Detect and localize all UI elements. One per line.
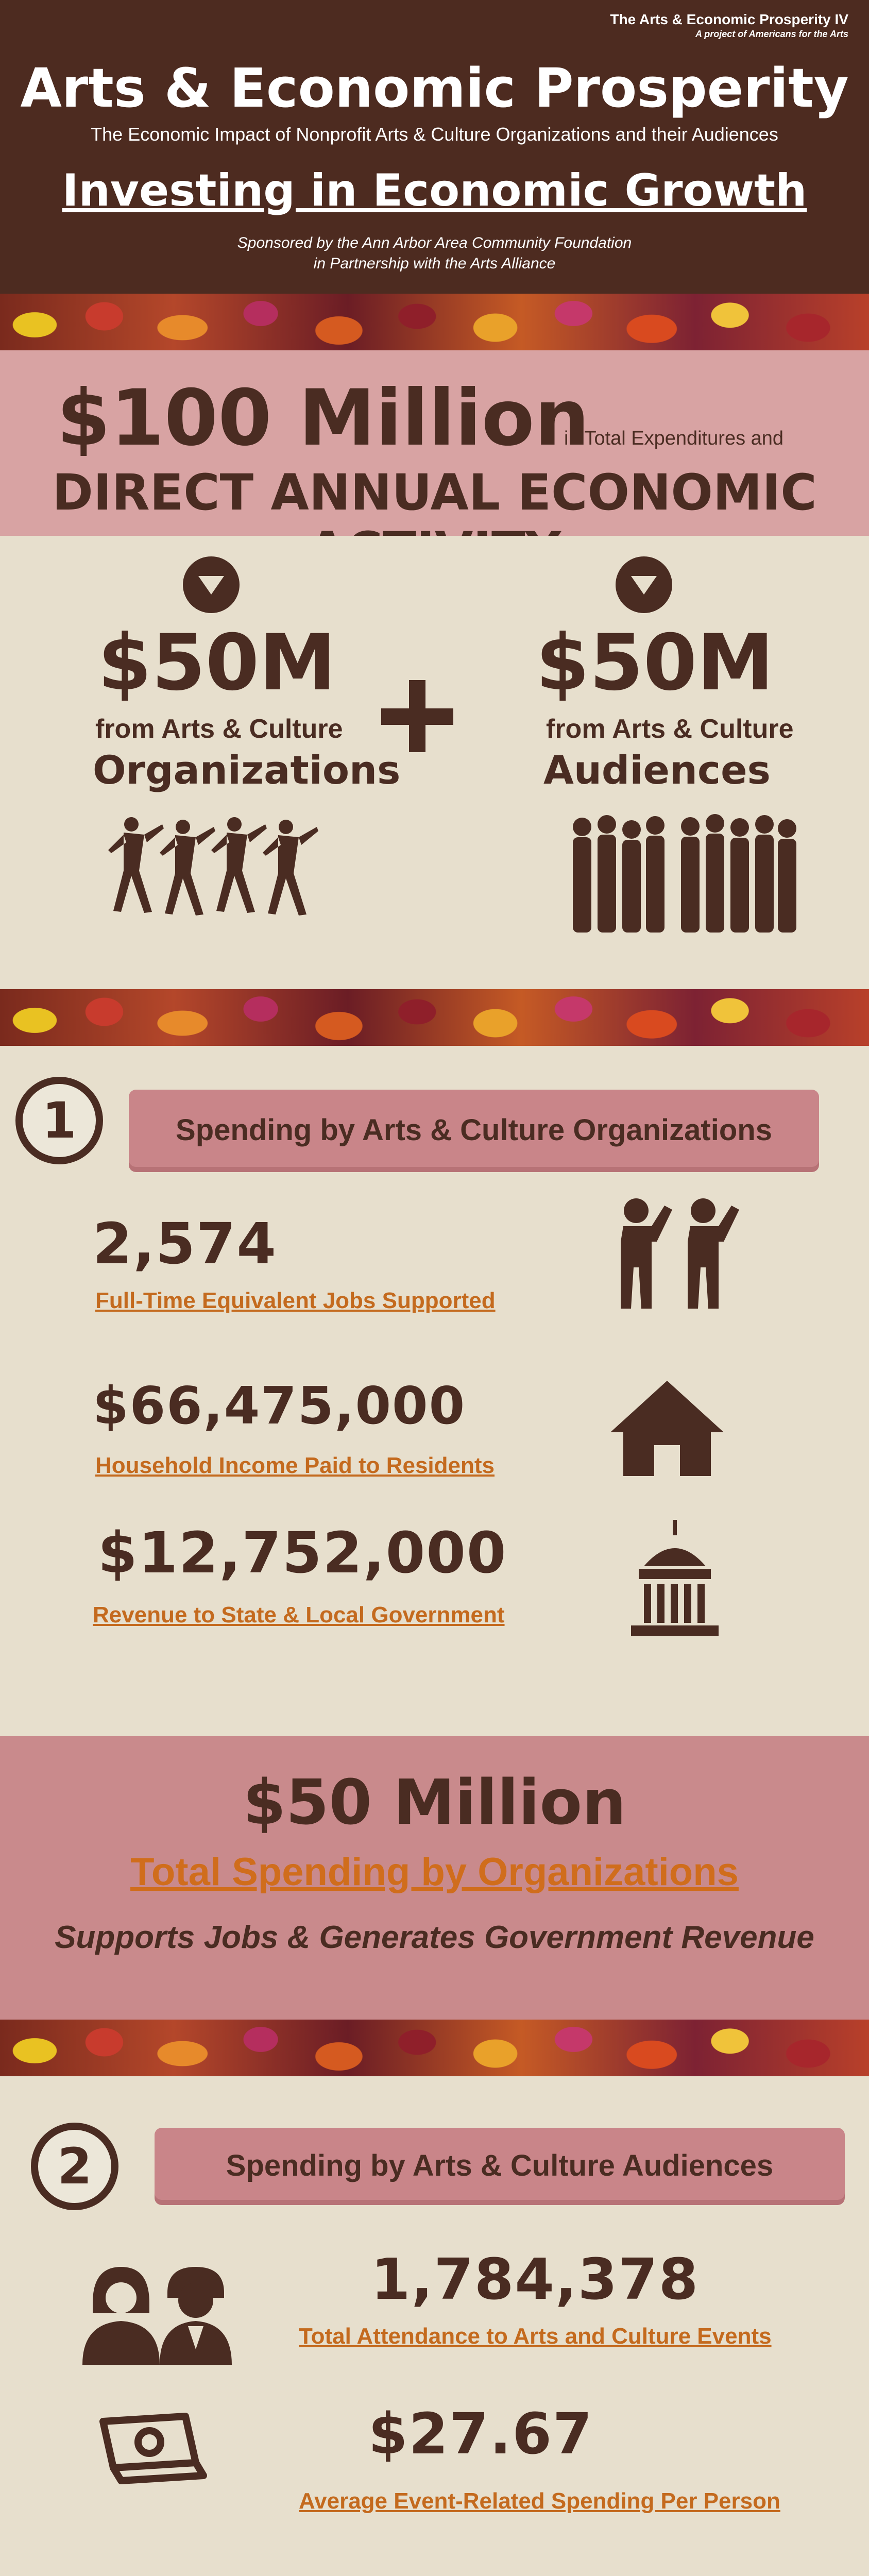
total-banner — [0, 350, 869, 536]
spending-label: Average Event-Related Spending Per Person — [299, 2488, 780, 2514]
income-value: $66,475,000 — [93, 1376, 466, 1436]
sponsor-line: Sponsored by the Ann Arbor Area Community Foundation — [237, 234, 632, 251]
aud-from: from Arts & Culture — [546, 714, 794, 744]
section-title: Spending by Arts & Culture Audiences — [226, 2149, 774, 2182]
section-number: 2 — [31, 2123, 118, 2210]
dancers-icon — [103, 814, 325, 922]
revenue-value: $12,752,000 — [98, 1520, 507, 1586]
spending-value: $27.67 — [368, 2401, 593, 2467]
tag-line: The Arts & Economic Prosperity IV — [610, 11, 848, 27]
header-banner — [0, 0, 869, 294]
page-title: Arts & Economic Prosperity — [20, 57, 849, 120]
attendance-label: Total Attendance to Arts and Culture Events — [299, 2324, 772, 2349]
income-label: Household Income Paid to Residents — [95, 1453, 495, 1478]
jobs-label: Full-Time Equivalent Jobs Supported — [95, 1288, 496, 1313]
down-arrow-icon — [183, 556, 240, 613]
section-title: Spending by Arts & Culture Organizations — [176, 1113, 772, 1147]
section-audiences — [0, 2076, 869, 2576]
org-who: Organizations — [93, 747, 401, 793]
aud-amount: $50M — [536, 618, 774, 708]
headline: Investing in Economic Growth — [62, 165, 807, 216]
crowd-icon — [567, 814, 804, 938]
section-title-tab — [155, 2128, 845, 2200]
total-amount-suffix: in Total Expenditures and — [564, 428, 784, 449]
tag-line-sub: A project of Americans for the Arts — [695, 29, 848, 39]
leaf-band — [0, 2020, 869, 2076]
orgs-summary-box — [0, 1736, 869, 2020]
orgs-summary-text: Supports Jobs & Generates Government Revenue — [55, 1920, 814, 1955]
money-icon — [93, 2406, 216, 2488]
leaf-band — [0, 294, 869, 350]
total-amount: $100 Million — [57, 374, 590, 463]
down-arrow-icon — [616, 556, 672, 613]
aud-who: Audiences — [543, 747, 771, 793]
audience-icon — [77, 2262, 237, 2365]
org-amount: $50M — [98, 618, 336, 708]
jobs-value: 2,574 — [93, 1211, 277, 1277]
orgs-summary-amount: $50 Million — [243, 1767, 626, 1839]
page-subtitle: The Economic Impact of Nonprofit Arts & Culture Organizations and their Audiences — [91, 124, 778, 145]
revenue-label: Revenue to State & Local Government — [93, 1602, 505, 1628]
capitol-icon — [623, 1520, 726, 1643]
split-panel — [0, 536, 869, 989]
attendance-value: 1,784,378 — [371, 2246, 700, 2312]
total-line2: DIRECT ANNUAL ECONOMIC — [52, 464, 817, 521]
org-from: from Arts & Culture — [95, 714, 343, 744]
partner-line: in Partnership with the Arts Alliance — [313, 255, 556, 272]
section-title-tab — [129, 1090, 819, 1167]
leaf-band — [0, 989, 869, 1046]
section-number: 1 — [15, 1077, 103, 1164]
house-icon — [608, 1376, 726, 1479]
section-orgs — [0, 1046, 869, 1736]
orgs-summary-title: Total Spending by Organizations — [130, 1850, 739, 1894]
plus-icon — [381, 680, 453, 752]
workers-icon — [608, 1195, 752, 1314]
